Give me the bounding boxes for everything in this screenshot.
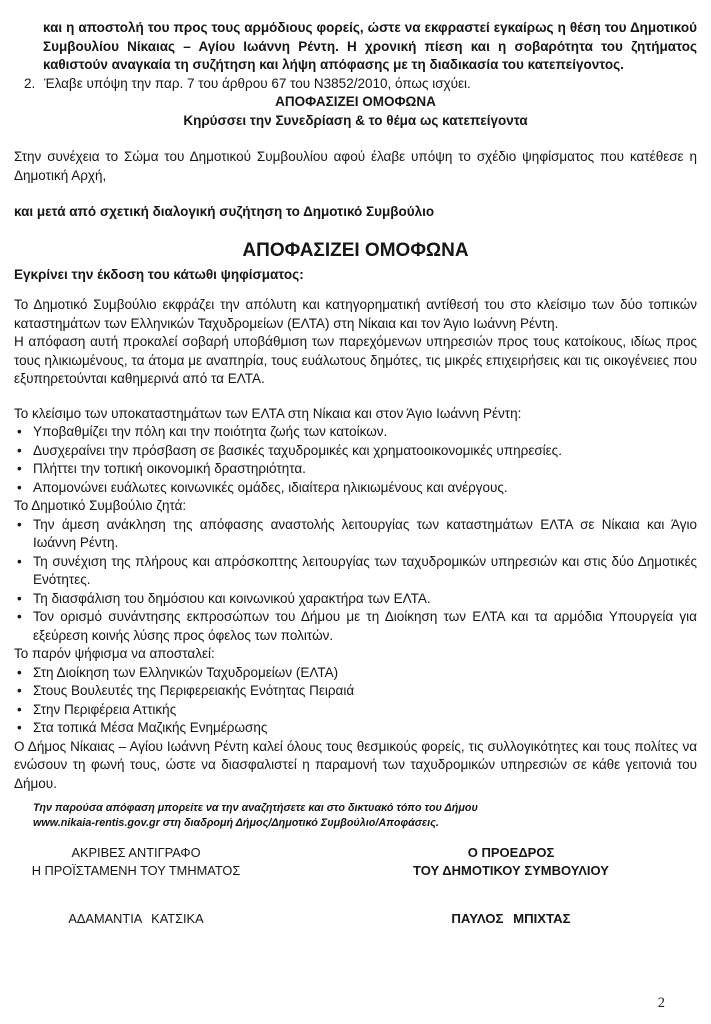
list-item: • Την άμεση ανάκληση της απόφασης αναστολής λειτουργίας των καταστημάτων ΕΛΤΑ σε Νίκαια και Άγιο Ιωάννη Ρέντη. — [14, 516, 697, 553]
paragraph-opposition: Το Δημοτικό Συμβούλιο εκφράζει την απόλυτη και κατηγορηματική αντίθεσή του στο κλείσιμο των δύο τοπικών καταστημάτων των Ελληνικών Ταχυδρομείων (ΕΛΤΑ) στη Νίκαια και τον Άγιο Ιωάννη Ρέντη. — [14, 297, 697, 331]
council-requests-list — [14, 516, 697, 646]
resolution-recipients-list — [14, 664, 697, 738]
heading-declares-urgent: Κηρύσσει την Συνεδρίαση & το θέμα ως κατεπείγοντα — [183, 112, 528, 128]
list-item: • Τη συνέχιση της πλήρους και απρόσκοπτης λειτουργίας των ταχυδρομικών υπηρεσιών και στις δύο Δημοτικές Ενότητες. — [14, 553, 697, 590]
president-label: Ο ΠΡΟΕΔΡΟΣ — [467, 845, 555, 860]
list-item: • Τη διασφάλιση του δημόσιου και κοινωνικού χαρακτήρα των ΕΛΤΑ. — [14, 590, 697, 609]
list-item: • Στα τοπικά Μέσα Μαζικής Ενημέρωσης — [14, 719, 697, 738]
resolution-recipients-intro: Το παρόν ψήφισμα να αποσταλεί: — [14, 646, 215, 661]
signature-right-titles — [398, 844, 624, 879]
municipal-council-label: ΤΟΥ ΔΗΜΟΤΙΚΟΥ ΣΥΜΒΟΥΛΙΟΥ — [413, 862, 609, 878]
list-item: • Πλήττει την τοπική οικονομική δραστηριότητα. — [14, 460, 697, 479]
list-item: • Στους Βουλευτές της Περιφερειακής Ενότητας Πειραιά — [14, 682, 697, 701]
closure-effects-list — [14, 423, 697, 497]
numbered-item-2-marker: 2. — [24, 75, 36, 91]
signature-left-titles — [25, 844, 247, 879]
page-number: 2 — [657, 994, 665, 1011]
paragraph-after-discussion: και μετά από σχετική διαλογική συζήτηση το Δημοτικό Συμβούλιο — [14, 204, 435, 219]
paragraph-consequences: Η απόφαση αυτή προκαλεί σοβαρή υποβάθμιση των παρεχόμενων υπηρεσιών προς τους κατοίκους, ιδίως προς τους ηλικιωμένους, τα άτομα με αναπηρία, τους ευάλωτους δημότες, τις μικρές επιχειρήσεις και τις οικογένειες που εξυπηρετούνται καθημερινά από τα ΕΛΤΑ. — [14, 334, 697, 386]
footnote-line-1: Την παρούσα απόφαση μπορείτε να την αναζητήσετε και στο δικτυακό τόπο του Δήμου — [33, 802, 478, 814]
heading-decides-unanimously-1: ΑΠΟΦΑΣΙΖΕΙ ΟΜΟΦΩΝΑ — [275, 94, 436, 109]
department-head-label: Η ΠΡΟΪΣΤΑΜΕΝΗ ΤΟΥ ΤΜΗΜΑΤΟΣ — [31, 862, 241, 878]
heading-decides-unanimously-2: ΑΠΟΦΑΣΙΖΕΙ ΟΜΟΦΩΝΑ — [242, 239, 469, 261]
signature-block — [14, 844, 697, 954]
list-item: • Στη Διοίκηση των Ελληνικών Ταχυδρομείων (ΕΛΤΑ) — [14, 664, 697, 683]
list-item: • Δυσχεραίνει την πρόσβαση σε βασικές ταχυδρομικές και χρηματοοικονομικές υπηρεσίες. — [14, 442, 697, 461]
numbered-item-2 — [24, 75, 697, 94]
item1-continuation-paragraph: και η αποστολή του προς τους αρμόδιους φορείς, ώστε να εκφραστεί εγκαίρως η θέση του Δημοτικού Συμβουλίου Νίκαιας – Αγίου Ιωάννη Ρέντη. Η χρονική πίεση και η σοβαρότητα του ζητήματος καθιστούν αναγκαία τη συζήτηση και λήψη απόφασης με τη διαδικασία του κατεπείγοντος. — [43, 20, 697, 72]
footnote-line-2: www.nikaia-rentis.gov.gr στη διαδρομή Δήμος/Δημοτικό Συμβούλιο/Αποφάσεις. — [33, 816, 439, 829]
closure-effects-intro: Το κλείσιμο των υποκαταστημάτων των ΕΛΤΑ στη Νίκαια και στον Άγιο Ιωάννη Ρέντη: — [14, 405, 522, 421]
list-item: • Υποβαθμίζει την πόλη και την ποιότητα ζωής των κατοίκων. — [14, 423, 697, 442]
signature-left-name: ΑΔΑΜΑΝΤΙΑ ΚΑΤΣΙΚΑ — [68, 911, 204, 926]
numbered-item-2-text: Έλαβε υπόψη την παρ. 7 του άρθρου 67 του Ν3852/2010, όπως ισχύει. — [44, 75, 471, 91]
signature-right-name: ΠΑΥΛΟΣ ΜΠΙΧΤΑΣ — [451, 911, 571, 926]
closing-call-paragraph: Ο Δήμος Νίκαιας – Αγίου Ιωάννη Ρέντη καλεί όλους τους θεσμικούς φορείς, τις συλλογικότητες και τους πολίτες να ενώσουν τη φωνή τους, ώστε να διασφαλιστεί η παραμονή των ταχυδρομικών υπηρεσιών σε κάθε γειτονιά του Δήμου. — [14, 738, 697, 791]
paragraph-plenary-body: Στην συνέχεια το Σώμα του Δημοτικού Συμβουλίου αφού έλαβε υπόψη το σχέδιο ψηφίσματος που κατέθεσε η Δημοτική Αρχή, — [14, 149, 697, 183]
list-item: • Απομονώνει ευάλωτες κοινωνικές ομάδες, ιδιαίτερα ηλικιωμένους και ανέργους. — [14, 479, 697, 498]
approves-resolution-line: Εγκρίνει την έκδοση του κάτωθι ψηφίσματος: — [14, 266, 304, 282]
list-item: • Στην Περιφέρεια Αττικής — [14, 701, 697, 720]
council-requests-intro: Το Δημοτικό Συμβούλιο ζητά: — [14, 498, 187, 513]
exact-copy-label: ΑΚΡΙΒΕΣ ΑΝΤΙΓΡΑΦΟ — [71, 845, 201, 860]
list-item: • Τον ορισμό συνάντησης εκπροσώπων του Δήμου με τη Διοίκηση των ΕΛΤΑ και τα αρμόδια Υπουργεία για εξεύρεση κοινής λύσης προς όφελος των πολιτών. — [14, 608, 697, 645]
footnote-website-reference — [33, 801, 697, 830]
